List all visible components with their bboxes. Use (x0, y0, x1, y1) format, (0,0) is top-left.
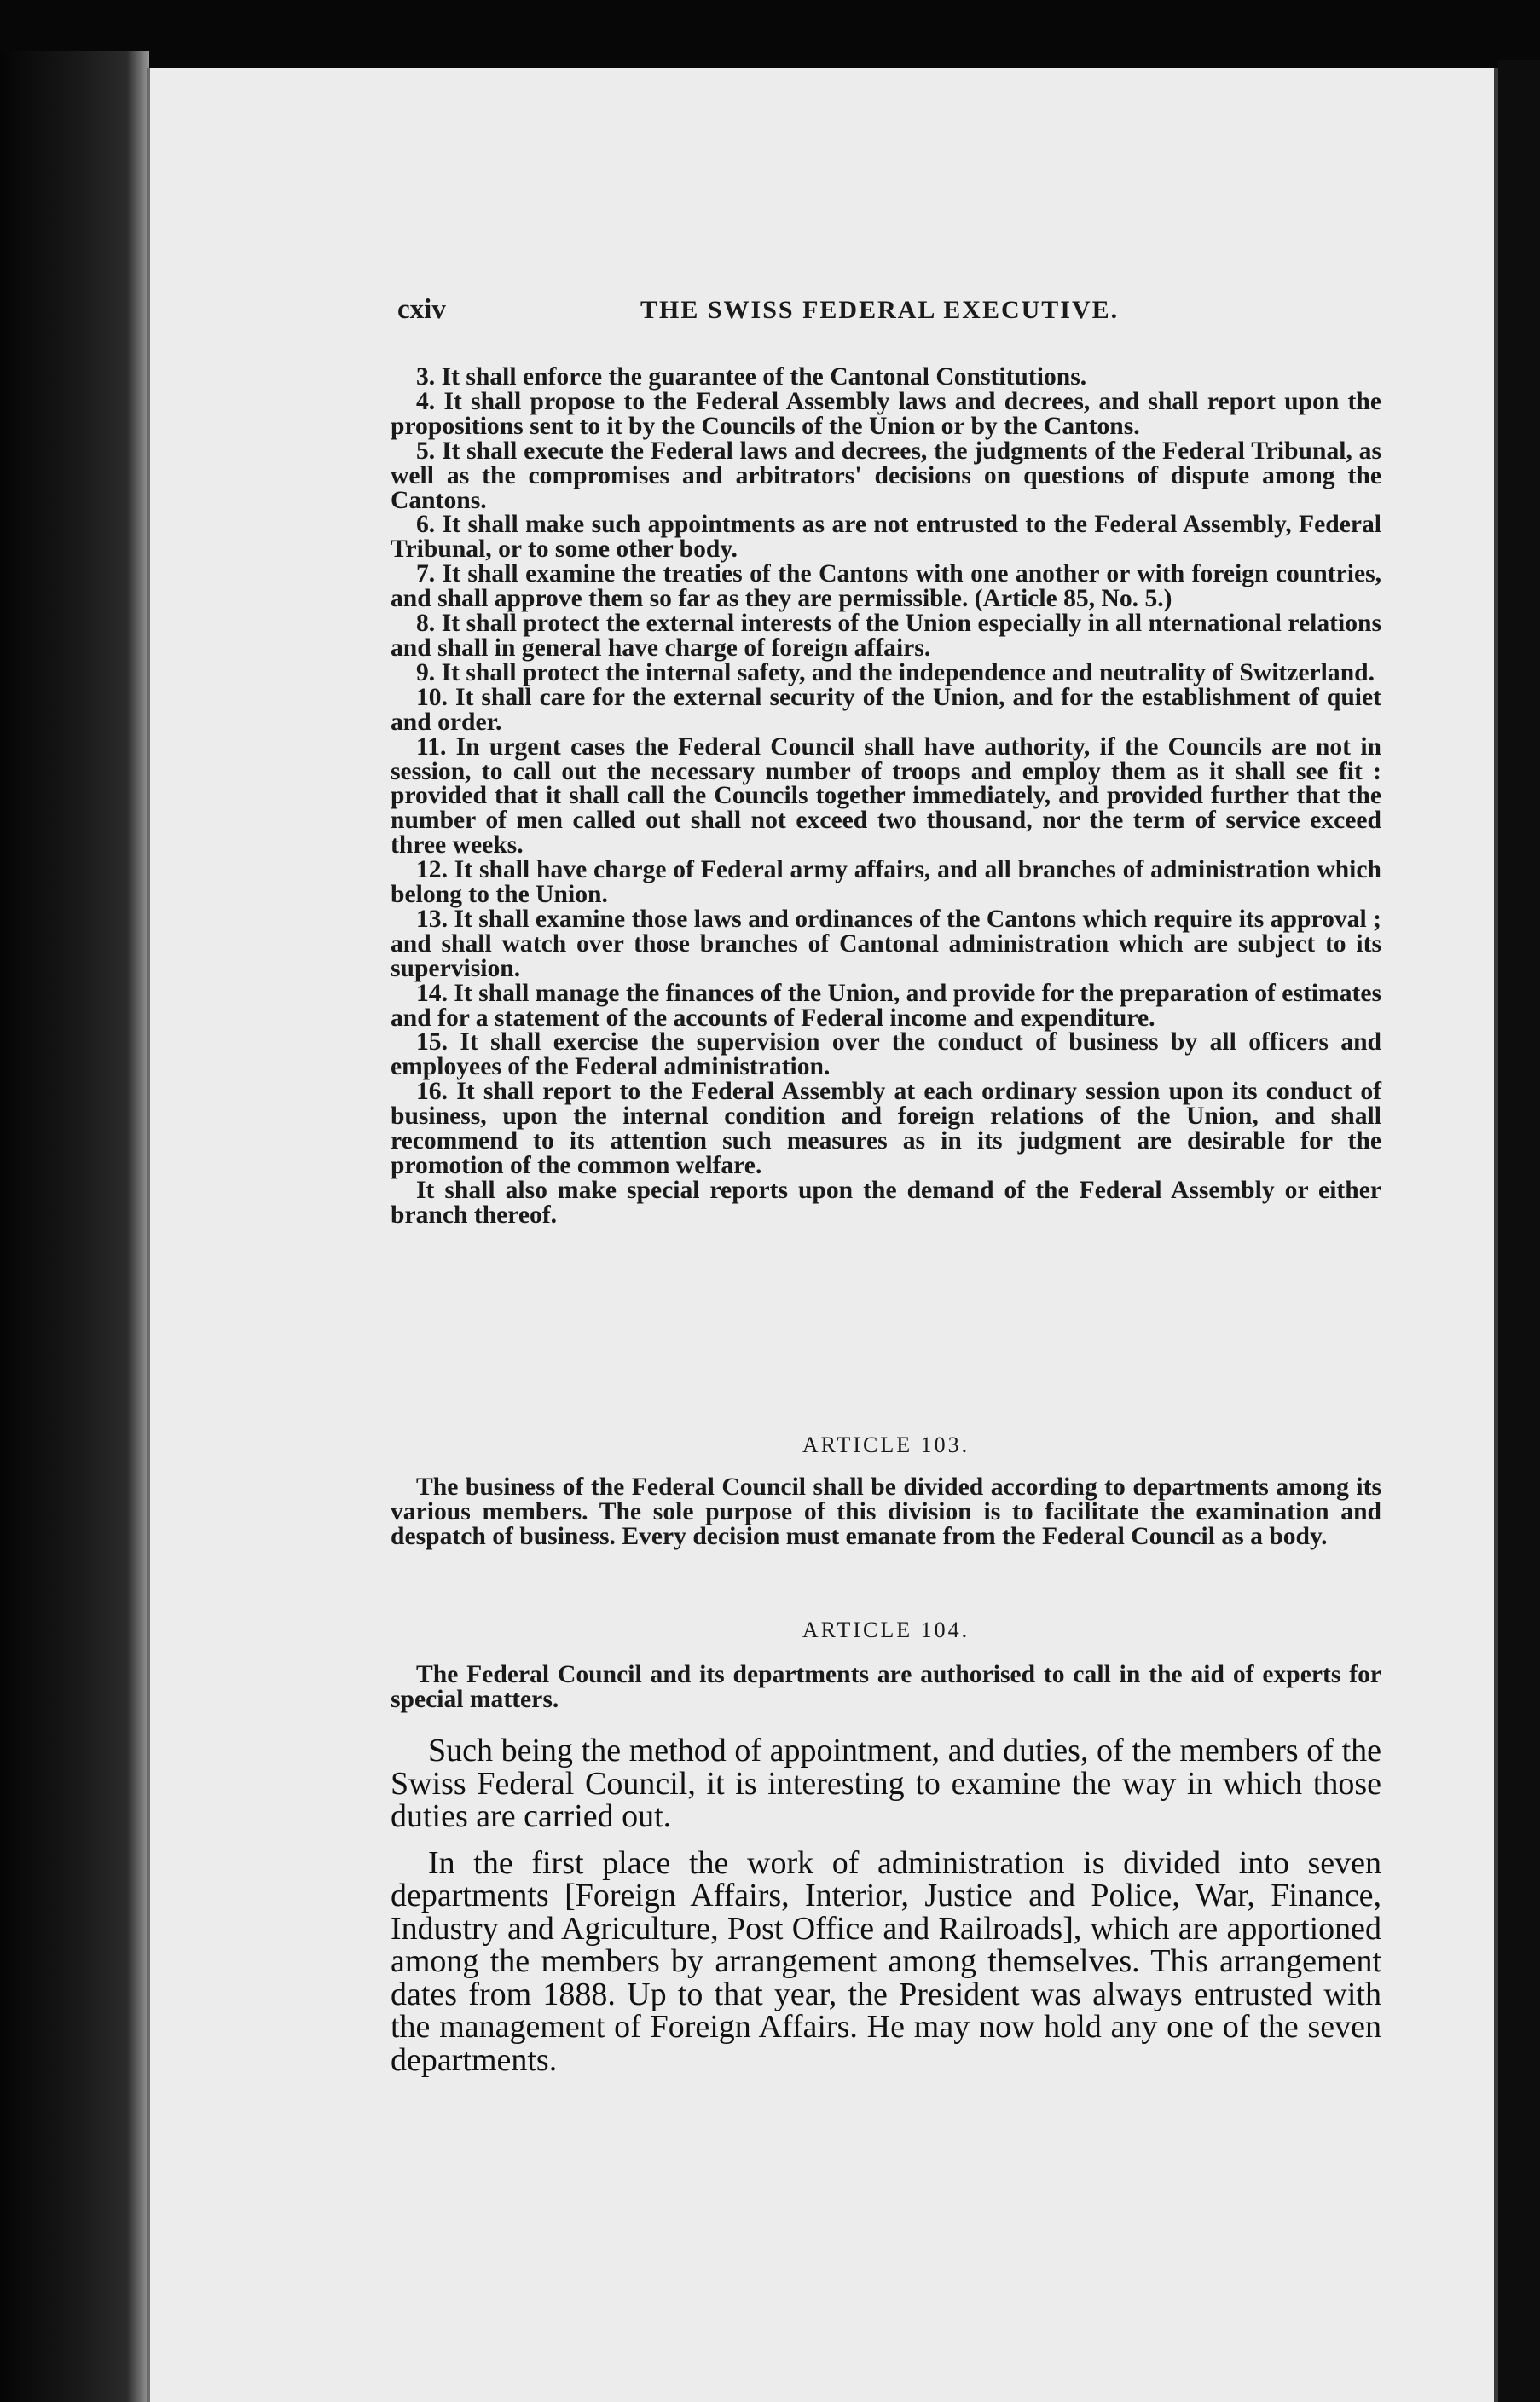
scan-top-border (0, 0, 1540, 68)
running-title: THE SWISS FEDERAL EXECUTIVE. (640, 296, 1120, 324)
list-item: 12. It shall have charge of Federal army affairs, and all branches of administration which belong to the Union. (391, 856, 1381, 909)
list-item: 6. It shall make such appointments as are not entrusted to the Federal Assembly, Federal Tribunal, or to some other body. (391, 511, 1381, 564)
article-102-list (391, 365, 1381, 1228)
article-104-heading: ARTICLE 104. (802, 1618, 970, 1642)
list-item: It shall also make special reports upon the demand of the Federal Assembly or either branch thereof. (391, 1176, 1381, 1229)
list-item: 11. In urgent cases the Federal Council shall have authority, if the Councils are not in session, to call out the necessary number of troops and employ them as it shall see fit : provided that it shall call the Councils together immediately, and provided further that the number of men called out shall not exceed two thousand, nor the term of service exceed three weeks. (391, 732, 1381, 860)
list-item: 3. It shall enforce the guarantee of the Cantonal Constitutions. (416, 363, 1087, 391)
article-103-paragraph: The business of the Federal Council shall be divided according to departments among its various members. The sole purpose of this division is to facilitate the examination and despatch of business. Every decision must emanate from the Federal Council as a body. (391, 1473, 1381, 1550)
page-number: cxiv (397, 294, 446, 325)
list-item: 10. It shall care for the external security of the Union, and for the establishment of quiet and order. (391, 683, 1381, 736)
list-item: 15. It shall exercise the supervision over the conduct of business by all officers and employees of the Federal administration. (391, 1028, 1381, 1081)
scan-left-border (0, 51, 149, 2402)
list-item: 14. It shall manage the finances of the Union, and provide for the preparation of estimates and for a statement of the accounts of Federal income and expenditure. (391, 979, 1381, 1032)
list-item: 5. It shall execute the Federal laws and decrees, the judgments of the Federal Tribunal, as well as the compromises and arbitrators' decisions on questions of dispute among the Cantons. (391, 437, 1381, 514)
list-item: 4. It shall propose to the Federal Assembly laws and decrees, and shall report upon the propositions sent to it by the Councils of the Union or by the Cantons. (391, 387, 1381, 440)
list-item: 8. It shall protect the external interests of the Union especially in all nternational relations and shall in general have charge of foreign affairs. (391, 610, 1381, 662)
article-104-paragraph: The Federal Council and its departments are authorised to call in the aid of experts for special matters. (391, 1661, 1381, 1713)
running-head (397, 294, 1378, 337)
body-text (391, 1734, 1381, 2076)
scan-right-border (1498, 60, 1540, 2402)
article-104-text (391, 1663, 1381, 1712)
article-103-heading: ARTICLE 103. (802, 1433, 970, 1457)
article-103-text (391, 1475, 1381, 1549)
list-item: 16. It shall report to the Federal Assembly at each ordinary session upon its conduct of business, upon the internal condition and foreign relations of the Union, and shall recommend to its attention such measures as in its judgment are desirable for the promotion of the common welfare. (391, 1078, 1381, 1179)
list-item: 13. It shall examine those laws and ordinances of the Cantons which require its approval ; and shall watch over those branches of Cantonal administration which are subject to its supervision. (391, 905, 1381, 982)
list-item: 9. It shall protect the internal safety, and the independence and neutrality of Switzerland. (416, 658, 1375, 686)
list-item: 7. It shall examine the treaties of the Cantons with one another or with foreign countries, and shall approve them so far as they are permissible. (Article 85, No. 5.) (391, 560, 1381, 613)
body-paragraph: In the first place the work of administration is divided into seven departments [Foreign Affairs, Interior, Justice and Police, War, Finance, Industry and Agriculture, Post Office and Railroads], which are apportioned among the members by arrangement among themselves. This arrangement dates from 1888. Up to that year, the President was always entrusted with the management of Foreign Affairs. He may now hold any one of the seven departments. (391, 1844, 1381, 2078)
body-paragraph: Such being the method of appointment, and duties, of the members of the Swiss Federal Council, it is interesting to examine the way in which those duties are carried out. (391, 1733, 1381, 1834)
